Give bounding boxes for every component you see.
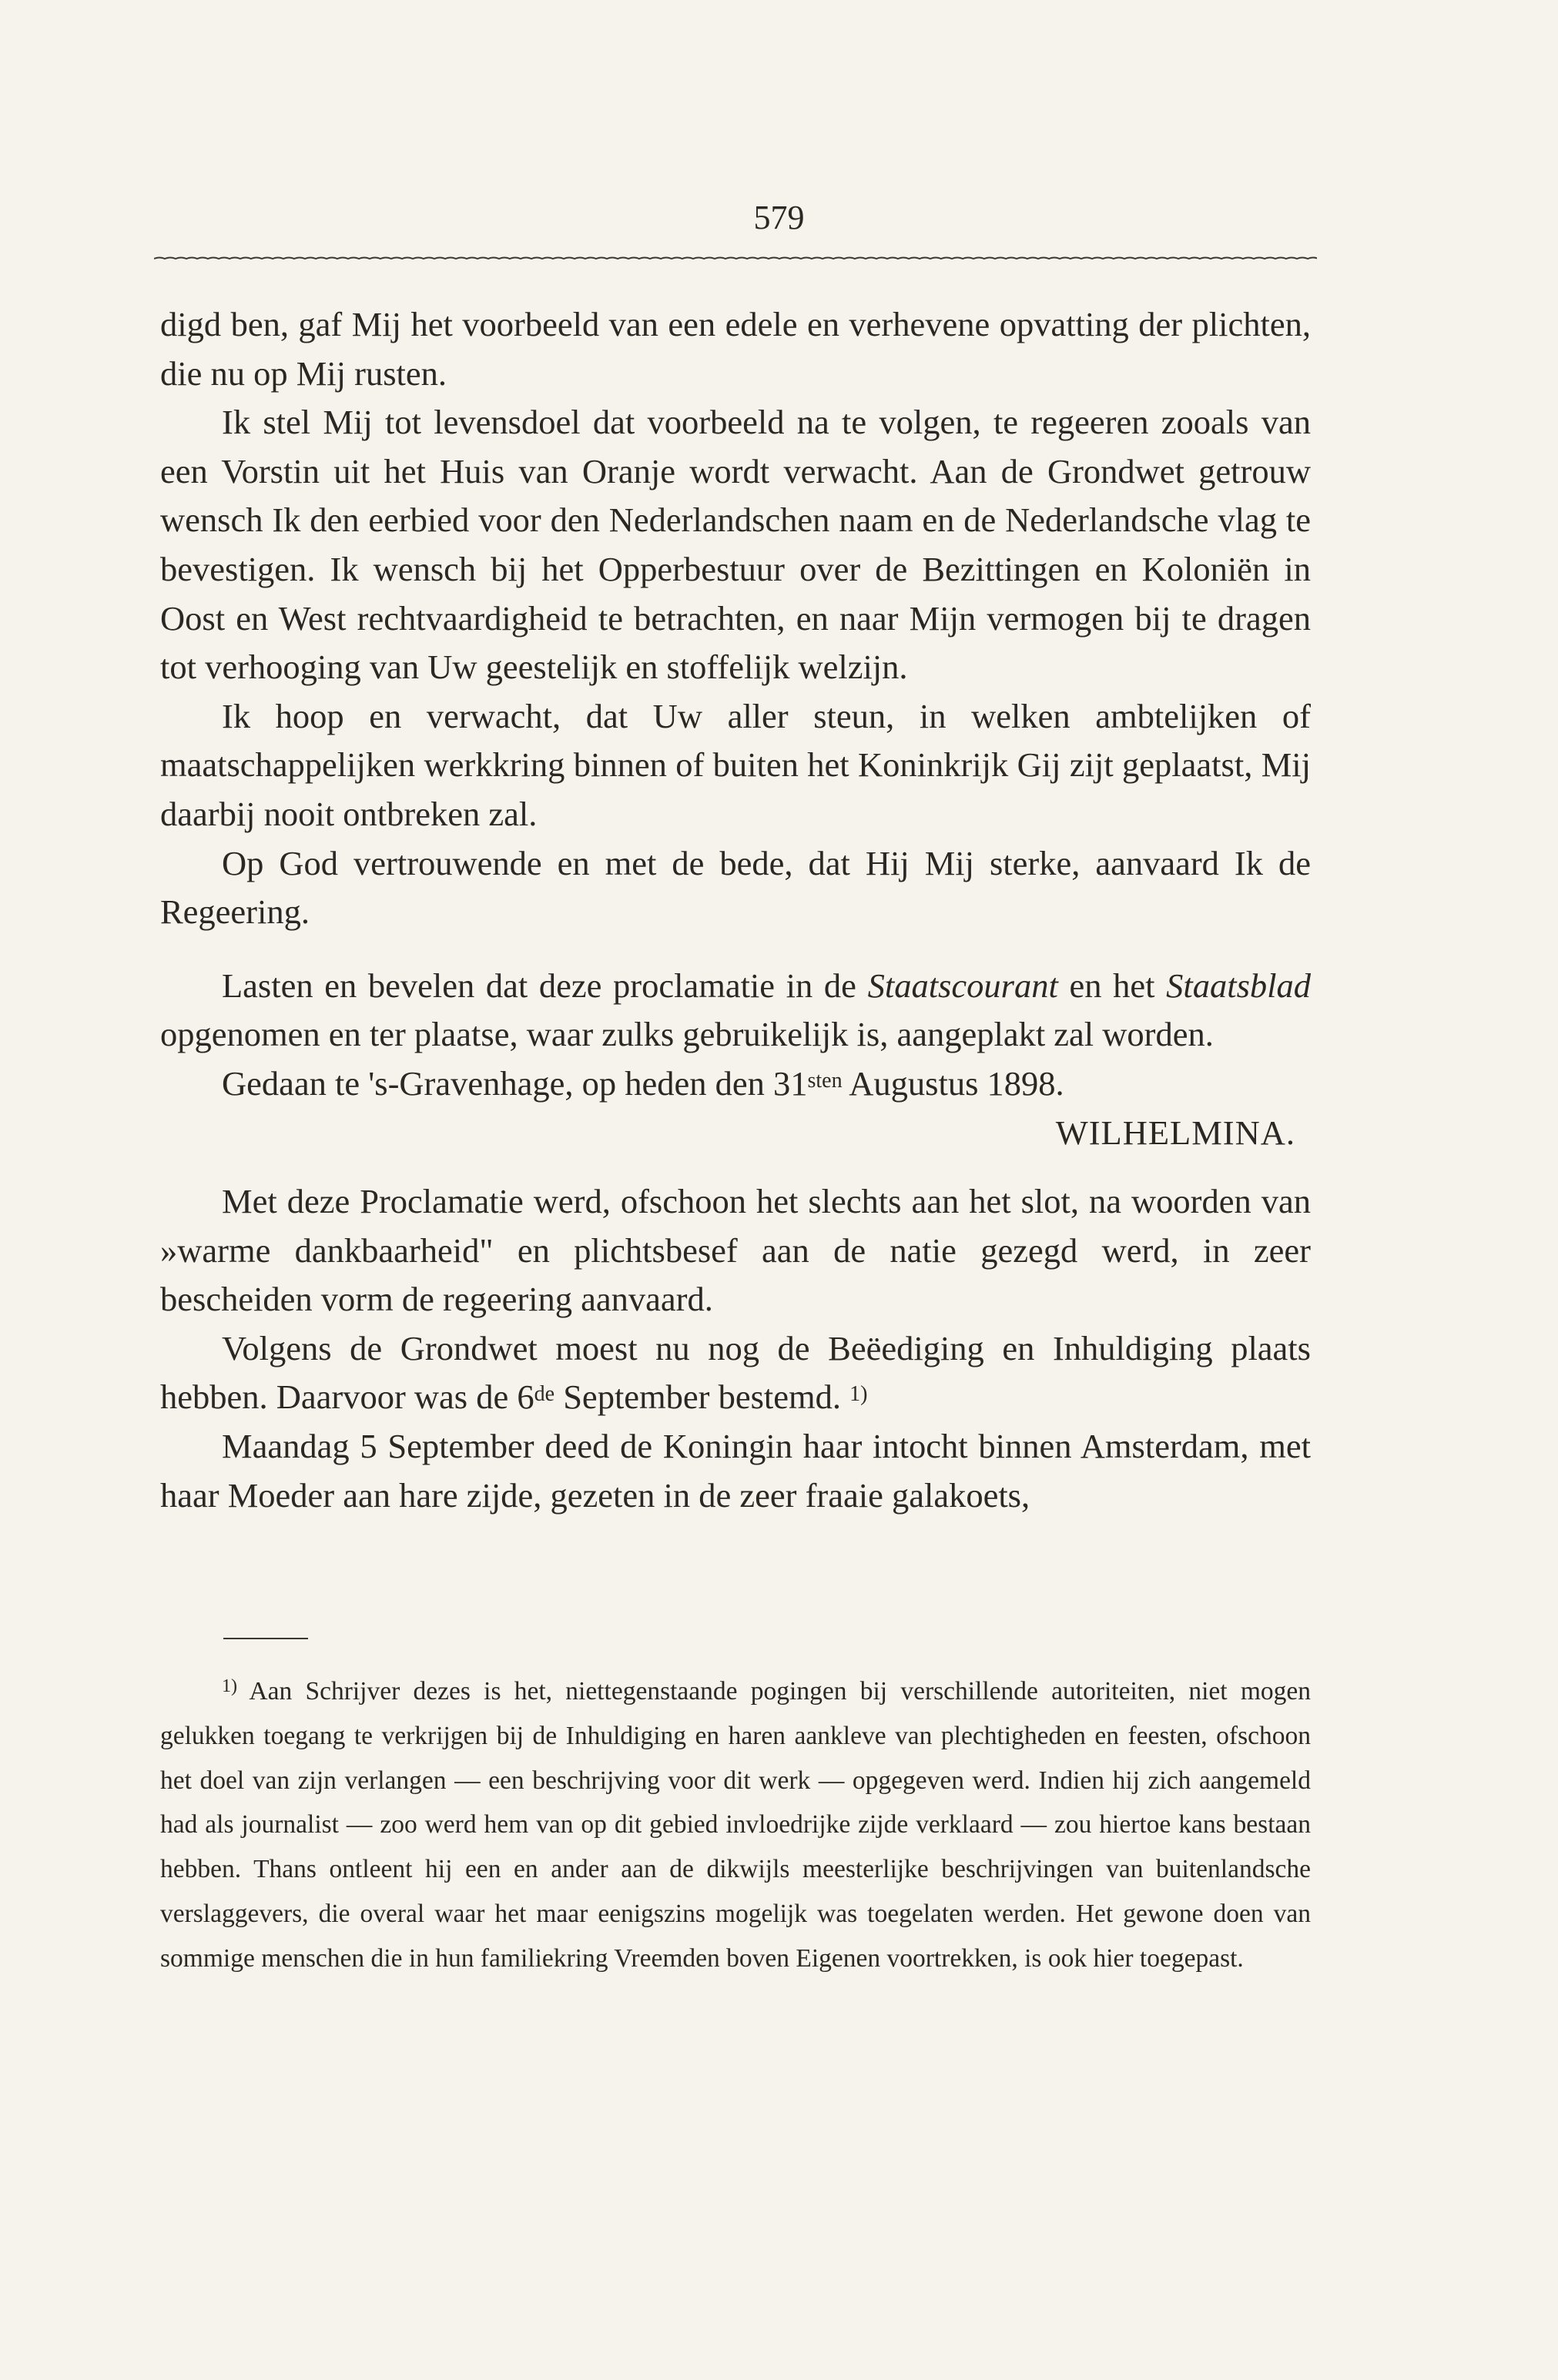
section-gap [160, 1157, 1311, 1177]
p8-ordinal-suffix: de [534, 1382, 555, 1407]
p8-text-b: September bestemd. [563, 1377, 842, 1417]
staatscourant-title: Staatscourant [867, 966, 1058, 1005]
p5-text-b: en het [1069, 966, 1155, 1005]
p6-text-b: Augustus 1898. [849, 1063, 1064, 1103]
decorative-wavy-rule [154, 253, 1317, 265]
p5-text-a: Lasten en bevelen dat deze proclamatie in de [222, 966, 856, 1005]
footnotes [160, 1669, 1311, 1981]
footnote-separator [223, 1638, 308, 1639]
paragraph-6-dateline [160, 1059, 1311, 1109]
p8-text-a: Volgens de Grondwet moest nu nog de Beëediging en Inhuldiging plaats hebben. Daarvoor was de 6 [160, 1328, 1311, 1417]
paragraph-8 [160, 1324, 1311, 1422]
paragraph-4: Op God vertrouwende en met de bede, dat Hij Mij sterke, aanvaard Ik de Regeering. [160, 843, 1311, 932]
paragraph-9: Maandag 5 September deed de Koningin haar intocht binnen Amsterdam, met haar Moeder aan hare zijde, gezeten in de zeer fraaie galakoets, [160, 1427, 1311, 1515]
signature: WILHELMINA. [1055, 1113, 1295, 1152]
paragraph-3: Ik hoop en verwacht, dat Uw aller steun, in welken ambtelijken of maatschappelijken werkkring binnen of buiten het Koninkrijk Gij zijt geplaatst, Mij daarbij nooit ontbreken zal. [160, 696, 1311, 833]
footnote-reference: 1) [849, 1382, 868, 1407]
section-gap [160, 937, 1311, 962]
footnote-text: Aan Schrijver dezes is het, niettegenstaande pogingen bij verschillende autoriteiten, niet mogen gelukken toegang te verkrijgen bij de Inhuldiging en haren aankleve van plechtigheden en feesten, ofschoon het doel van zijn verlangen — een beschrijving voor dit werk — opgegeven werd. Indien hij zich aangemeld had als journalist — zoo werd hem van op dit gebied invloedrijke zijde verklaard — zou hiertoe kans bestaan hebben. Thans ontleent hij een en ander aan de dikwijls meesterlijke beschrijvingen van buitenlandsche verslaggevers, die overal waar het maar eenigszins mogelijk was toegelaten werden. Het gewone doen van sommige menschen die in hun familiekring Vreemden boven Eigenen voortrekken, is ook hier toegepast. [160, 1677, 1311, 1973]
staatsblad-title: Staatsblad [1166, 966, 1312, 1005]
main-text [160, 300, 1311, 1520]
paragraph-1: digd ben, gaf Mij het voorbeeld van een edele en verhevene opvatting der plichten, die nu op Mij rusten. [160, 305, 1311, 393]
paragraph-5 [160, 962, 1311, 1059]
paragraph-2: Ik stel Mij tot levensdoel dat voorbeeld na te volgen, te regeeren zooals van een Vorstin uit het Huis van Oranje wordt verwacht. Aan de Grondwet getrouw wensch Ik den eerbied voor den Nederlandschen naam en de Nederlandsche vlag te bevestigen. Ik wensch bij het Opperbestuur over de Bezittingen en Koloniën in Oost en West rechtvaardigheid te betrachten, en naar Mijn vermogen bij te dragen tot verhooging van Uw geestelijk en stoffelijk welzijn. [160, 403, 1311, 687]
paragraph-7: Met deze Proclamatie werd, ofschoon het slechts aan het slot, na woorden van »warme dankbaarheid" en plichtsbesef aan de natie gezegd werd, in zeer bescheiden vorm de regeering aanvaard. [160, 1182, 1311, 1319]
p5-text-c: opgenomen en ter plaatse, waar zulks gebruikelijk is, aangeplakt zal worden. [160, 1015, 1214, 1054]
footnote-1 [160, 1669, 1311, 1981]
p6-text-a: Gedaan te 's-Gravenhage, op heden den 31 [222, 1063, 808, 1103]
page-number: 579 [753, 199, 805, 236]
footnote-marker: 1) [222, 1676, 237, 1696]
p6-ordinal-suffix: sten [807, 1068, 843, 1093]
